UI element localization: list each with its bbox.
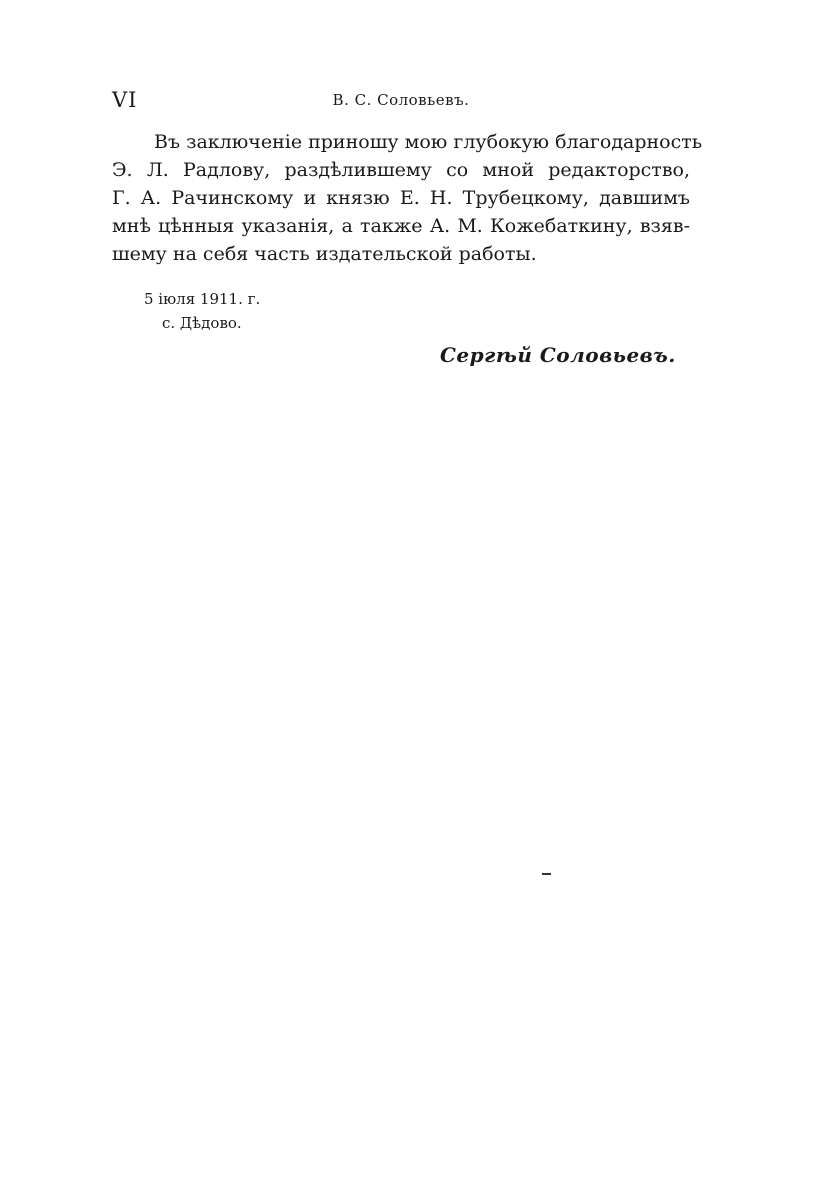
running-header bbox=[112, 88, 690, 116]
paragraph-line: шему на себя часть издательской работы. bbox=[112, 243, 537, 265]
place-text: с. Дѣдово. bbox=[162, 314, 242, 332]
paragraph-line: Въ заключеніе приношу мою глубокую благодарность bbox=[154, 131, 703, 153]
date-text: 5 іюля 1911. г. bbox=[144, 290, 261, 308]
paragraph-line: Г. А. Рачинскому и князю Е. Н. Трубецкому, давшимъ bbox=[112, 187, 690, 209]
acknowledgement-paragraph bbox=[112, 128, 703, 268]
running-title: В. С. Соловьевъ. bbox=[332, 91, 470, 109]
paragraph-line: мнѣ цѣнныя указанія, а также А. М. Кожебаткину, взяв- bbox=[112, 215, 690, 237]
signature: Сергѣй Соловьевъ. bbox=[440, 343, 676, 367]
dateline bbox=[144, 287, 260, 335]
paragraph-line: Э. Л. Радлову, раздѣлившему со мной редакторство, bbox=[112, 159, 690, 181]
print-mark bbox=[542, 873, 551, 875]
page-number: VI bbox=[112, 88, 138, 112]
